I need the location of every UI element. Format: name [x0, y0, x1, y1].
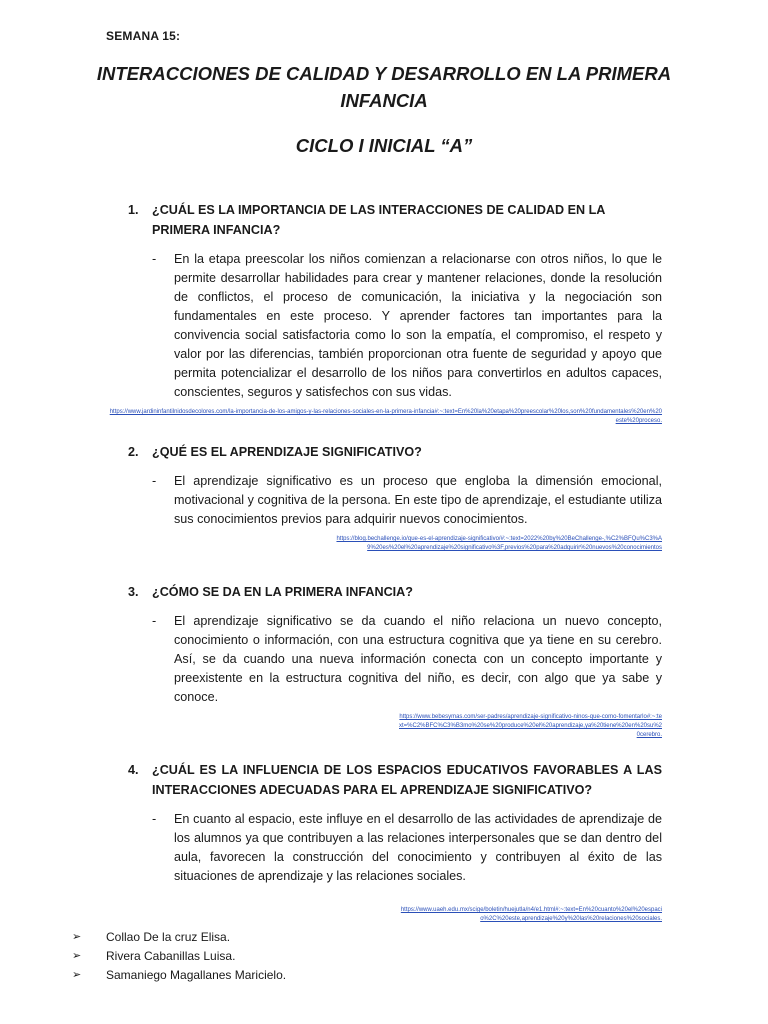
question-3 — [128, 582, 662, 602]
question-1 — [128, 200, 662, 240]
answer-3 — [128, 612, 662, 707]
question-2 — [128, 442, 662, 462]
question-text: ¿CUÁL ES LA INFLUENCIA DE LOS ESPACIOS EDUCATIVOS FAVORABLES A LAS INTERACCIONES ADECUADAS PARA EL APRENDIZAJE SIGNIFICATIVO? — [152, 763, 662, 797]
question-number: 2. — [128, 445, 139, 459]
author-name: Samaniego Magallanes Maricielo. — [106, 968, 287, 982]
arrow-bullet-icon: ➢ — [72, 950, 82, 962]
question-number: 3. — [128, 585, 139, 599]
section-2 — [128, 442, 662, 553]
question-text: ¿QUÉ ES EL APRENDIZAJE SIGNIFICATIVO? — [152, 445, 422, 459]
arrow-bullet-icon: ➢ — [72, 931, 82, 943]
answer-bullet: - — [152, 812, 157, 826]
arrow-bullet-icon: ➢ — [72, 969, 82, 981]
author-name: Collao De la cruz Elisa. — [106, 930, 231, 944]
week-label: SEMANA 15: — [106, 29, 181, 43]
section-1 — [109, 200, 662, 426]
source-link-1[interactable]: https://www.jardininfantilnidosdecolores.com/la-importancia-de-los-amigos-y-las-relaciones-sociales-en-la-primera-infancia#:~:text=En%20la%20etapa%20preescolar%20los,son%20fundamentales%20en%20este%20proceso. — [109, 409, 662, 424]
question-4 — [128, 760, 662, 800]
question-number: 4. — [128, 763, 139, 777]
source-link-3[interactable]: https://www.bebesymas.com/ser-padres/aprendizaje-significativo-ninos-que-como-fomentarlo#:~:text=%C2%BFC%C3%B3mo%20se%20produce%20el%20aprendizaje,ya%20tiene%20en%20su%20cerebro. — [399, 714, 662, 738]
question-number: 1. — [128, 203, 139, 217]
answer-1 — [128, 250, 662, 402]
section-4 — [128, 760, 662, 924]
answer-text: En cuanto al espacio, este influye en el desarrollo de las actividades de aprendizaje de los alumnos ya que contribuyen a las relaciones interpersonales que se dan dentro del aula, favorecen la construcción del conocimiento y contribuyen al éxito de las situaciones de aprendizaje y las relaciones sociales. — [174, 812, 662, 883]
answer-bullet: - — [152, 614, 157, 628]
answer-4 — [128, 810, 662, 886]
document-title: INTERACCIONES DE CALIDAD Y DESARROLLO EN LA PRIMERA INFANCIA — [96, 63, 672, 111]
answer-bullet: - — [152, 474, 157, 488]
section-3 — [128, 582, 662, 740]
author-item — [72, 928, 286, 947]
author-list — [72, 928, 286, 985]
answer-bullet: - — [152, 252, 157, 266]
author-name: Rivera Cabanillas Luisa. — [106, 949, 236, 963]
question-text: ¿CUÁL ES LA IMPORTANCIA DE LAS INTERACCIONES DE CALIDAD EN LA PRIMERA INFANCIA? — [152, 203, 605, 237]
question-text: ¿CÓMO SE DA EN LA PRIMERA INFANCIA? — [152, 585, 413, 599]
source-link-4[interactable]: https://www.uaeh.edu.mx/scige/boletin/huejutla/n4/e1.html#:~:text=En%20cuanto%20el%20espacio%2C%20este,aprendizaje%20y%20las%20relaciones%20sociales. — [400, 907, 662, 922]
document-subtitle: CICLO I INICIAL “A” — [295, 135, 473, 156]
answer-text: El aprendizaje significativo es un proceso que engloba la dimensión emocional, motivacional y cognitiva de la persona. En este tipo de aprendizaje, el estudiante utiliza sus conocimientos previos para adquirir nuevos conocimientos. — [174, 474, 662, 526]
author-item — [72, 966, 286, 985]
answer-2 — [128, 472, 662, 529]
source-link-2[interactable]: https://blog.bechallenge.io/que-es-el-aprendizaje-significativo/#:~:text=2022%20by%20BeChallenge-,%C2%BFQu%C3%A9%20es%20el%20aprendizaje%20significativo%3F,previos%20para%20adquirir%20nuevos%20conocimientos — [336, 536, 662, 551]
answer-text: En la etapa preescolar los niños comienzan a relacionarse con otros niños, lo que le permite desarrollar habilidades para crear y mantener relaciones, donde la resolución de conflictos, el proceso de comunicación, la iniciativa y la negociación son fundamentales en este proceso. Y aprender factores tan importantes para la convivencia social satisfactoria como lo son la empatía, el compromiso, el respeto y valor por las diferencias, también proporcionan otra fuente de seguridad y apoyo que permita potencializar el desarrollo de los niños para convertirlos en adultos capaces, conscientes, seguros y satisfechos con sus vidas. — [174, 252, 662, 399]
author-item — [72, 947, 286, 966]
answer-text: El aprendizaje significativo se da cuando el niño relaciona un nuevo concepto, conocimiento o información, con una estructura cognitiva que ya tiene en su cerebro. Así, se da cuando una nueva información conecta con un concepto importante y preexistente en la estructura cognitiva del niño, es decir, con algo que ya sabe y conoce. — [174, 614, 662, 704]
